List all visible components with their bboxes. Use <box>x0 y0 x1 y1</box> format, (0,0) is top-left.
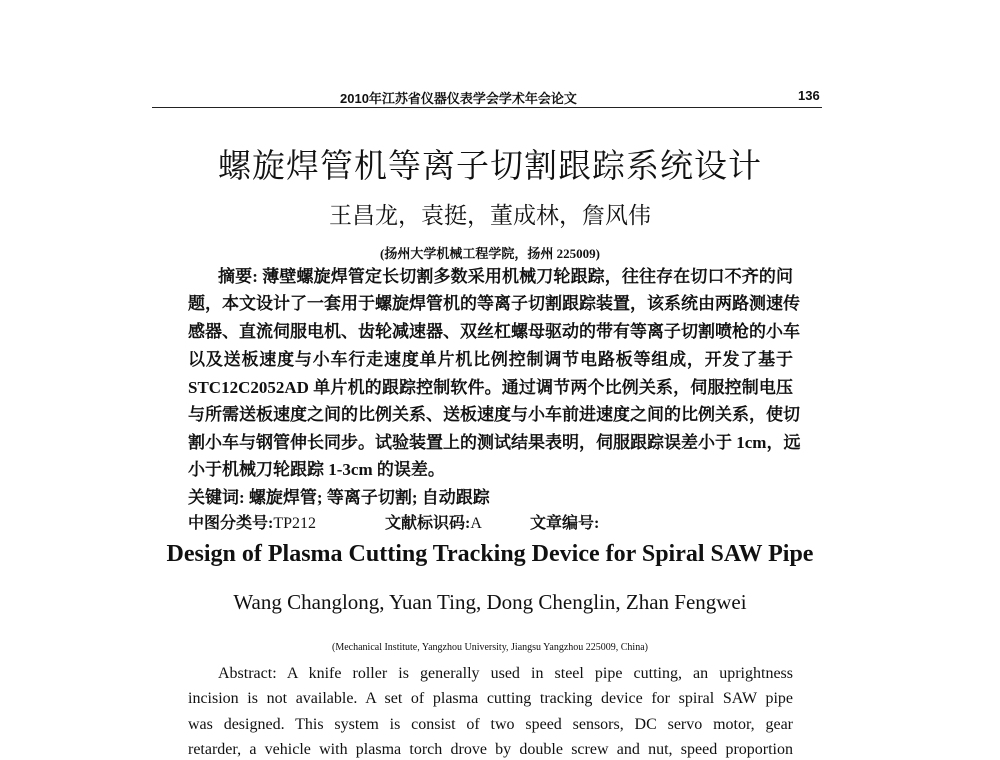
abstract-en-line: incision is not available. A set of plasma cutting tracking device for spiral SAW pipe <box>188 690 793 707</box>
title-en: Design of Plasma Cutting Tracking Device for Spiral SAW Pipe <box>166 541 814 567</box>
title-cn: 螺旋焊管机等离子切割跟踪系统设计 <box>218 147 762 184</box>
running-header: 2010年江苏省仪器仪表学会学术年会论文 <box>340 91 577 106</box>
abstract-cn-line: 以及送板速度与小车行走速度单片机比例控制调节电路板等组成，开发了基于 <box>188 350 793 369</box>
page-number: 136 <box>798 88 820 103</box>
article-number: 文章编号: <box>530 515 600 532</box>
header-rule <box>152 107 822 108</box>
affiliation-en: (Mechanical Institute, Yangzhou University, Jiangsu Yangzhou 225009, China) <box>332 642 648 653</box>
authors-en: Wang Changlong, Yuan Ting, Dong Chenglin, Zhan Fengwei <box>233 590 747 614</box>
affiliation-cn: (扬州大学机械工程学院，扬州 225009) <box>380 246 600 261</box>
authors-cn: 王昌龙，袁挺，董成林，詹风伟 <box>329 203 651 228</box>
abstract-en-line: Abstract: A knife roller is generally used in steel pipe cutting, an uprightness <box>218 665 793 682</box>
abstract-en-line: was designed. This system is consist of two speed sensors, DC servo motor, gear <box>188 716 793 733</box>
clc-number: 中图分类号:TP212 <box>188 515 317 532</box>
abstract-cn-line: 题，本文设计了一套用于螺旋焊管机的等离子切割跟踪装置，该系统由两路测速传 <box>188 294 800 313</box>
abstract-cn-line: 割小车与钢管伸长同步。试验装置上的测试结果表明，伺服跟踪误差小于 1cm，远 <box>188 433 801 452</box>
abstract-cn-label: 摘要: <box>218 267 258 286</box>
abstract-en-line: retarder, a vehicle with plasma torch drove by double screw and nut, speed proportion <box>188 741 793 758</box>
keywords-cn: 关键词: 螺旋焊管; 等离子切割; 自动跟踪 <box>188 488 490 507</box>
abstract-cn-line: 小于机械刀轮跟踪 1-3cm 的误差。 <box>188 460 445 479</box>
abstract-cn-line: STC12C2052AD 单片机的跟踪控制软件。通过调节两个比例关系，伺服控制电压 <box>188 378 793 397</box>
document-code: 文献标识码:A <box>385 515 482 532</box>
abstract-cn-line: 与所需送板速度之间的比例关系、送板速度与小车前进速度之间的比例关系，使切 <box>188 405 800 424</box>
abstract-cn-line: 感器、直流伺服电机、齿轮减速器、双丝杠螺母驱动的带有等离子切割喷枪的小车 <box>188 322 800 341</box>
abstract-cn-line: 摘要: 薄壁螺旋焊管定长切割多数采用机械刀轮跟踪，往往存在切口不齐的问 <box>218 267 794 286</box>
